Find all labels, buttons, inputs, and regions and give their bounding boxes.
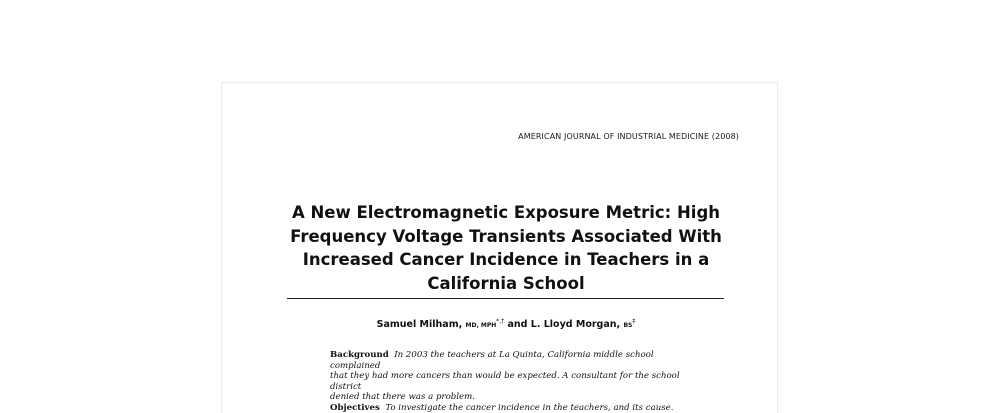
objectives-text: To investigate the cancer incidence in the teachers, and its cause. <box>385 403 673 413</box>
author-2-degrees: BS <box>623 322 632 329</box>
title-divider <box>287 298 724 299</box>
abstract <box>330 350 690 413</box>
paper-page <box>221 82 778 413</box>
author-1-name: Samuel Milham, <box>377 319 463 330</box>
objectives-heading: Objectives <box>330 403 380 413</box>
background-line-2: that they had more cancers than would be expected. A consultant for the school district <box>330 371 690 392</box>
background-heading: Background <box>330 350 389 360</box>
author-1-affiliation-marks: *,† <box>496 318 504 325</box>
abstract-background <box>330 350 690 371</box>
author-1-degrees: MD, MPH <box>466 322 497 329</box>
abstract-objectives <box>330 403 690 413</box>
background-line-3: denied that there was a problem. <box>330 392 690 403</box>
background-line-1: In 2003 the teachers at La Quinta, California middle school complained <box>330 350 654 371</box>
paper-title: A New Electromagnetic Exposure Metric: High Frequency Voltage Transients Associated With Increased Cancer Incidence in Teachers in a California School <box>272 201 740 295</box>
author-conjunction: and <box>507 319 527 330</box>
author-line <box>222 318 790 330</box>
journal-header: AMERICAN JOURNAL OF INDUSTRIAL MEDICINE (2008) <box>518 132 739 141</box>
author-2-affiliation-marks: ‡ <box>632 318 635 325</box>
author-2-name: L. Lloyd Morgan, <box>531 319 620 330</box>
